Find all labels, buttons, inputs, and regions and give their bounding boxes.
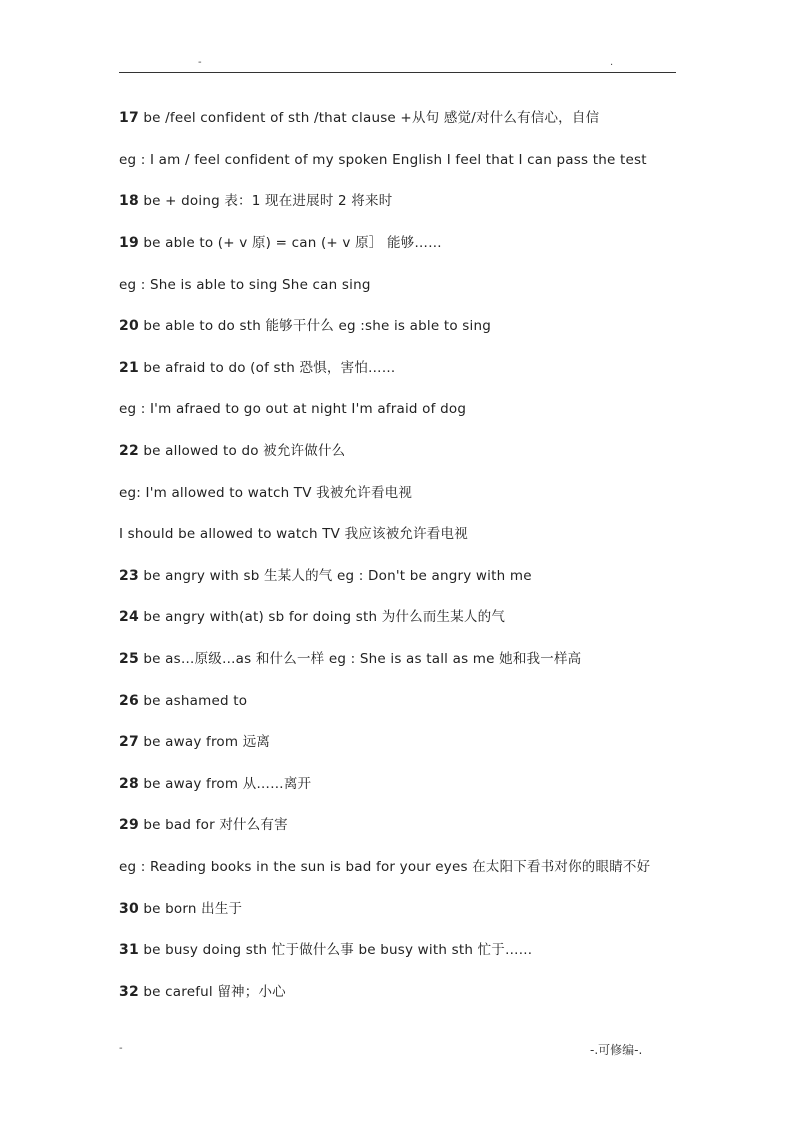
- entry-number: 27: [119, 734, 139, 750]
- entry-26: [119, 692, 247, 710]
- entry-number: 30: [119, 901, 139, 917]
- entry-number: 24: [119, 609, 139, 625]
- entry-18: [119, 192, 392, 210]
- entry-text: be + doing 表：1 现在进展时 2 将来时: [143, 193, 393, 209]
- entry-number: 18: [119, 193, 139, 209]
- entry-text: be allowed to do 被允许做什么: [143, 443, 346, 459]
- example-21: [119, 400, 466, 418]
- entry-17: [119, 109, 599, 127]
- entry-text: eg : I am / feel confident of my spoken English I feel that I can pass the test: [119, 152, 647, 168]
- example-22b: [119, 525, 468, 543]
- entry-21: [119, 359, 395, 377]
- entry-text: be ashamed to: [143, 693, 248, 709]
- entry-text: be able to do sth 能够干什么 eg :she is able to sing: [143, 318, 491, 334]
- entry-25: [119, 650, 581, 668]
- entry-31: [119, 941, 532, 959]
- entry-30: [119, 900, 242, 918]
- entry-19: [119, 234, 442, 252]
- entry-32: [119, 983, 286, 1001]
- entry-text: be born 出生于: [143, 901, 243, 917]
- entry-number: 32: [119, 984, 139, 1000]
- entry-text: be bad for 对什么有害: [143, 817, 288, 833]
- entry-22: [119, 442, 345, 460]
- entry-text: be as…原级…as 和什么一样 eg : She is as tall as me 她和我一样高: [143, 651, 582, 667]
- example-29: [119, 858, 650, 876]
- entry-number: 28: [119, 776, 139, 792]
- entry-text: be away from 从……离开: [143, 776, 312, 792]
- entry-text: be afraid to do (of sth 恐惧，害怕……: [143, 360, 396, 376]
- entry-text: be able to (+ v 原) = can (+ v 原］ 能够……: [143, 235, 442, 251]
- entry-text: eg : I'm afraed to go out at night I'm afraid of dog: [119, 401, 467, 417]
- header-right-mark: .: [610, 57, 614, 68]
- entry-number: 31: [119, 942, 139, 958]
- entry-number: 23: [119, 568, 139, 584]
- entry-text: eg: I'm allowed to watch TV 我被允许看电视: [119, 485, 413, 501]
- entry-text: be away from 远离: [143, 734, 271, 750]
- entry-28: [119, 775, 311, 793]
- entry-text: be careful 留神；小心: [143, 984, 286, 1000]
- entry-number: 20: [119, 318, 139, 334]
- entry-number: 26: [119, 693, 139, 709]
- entry-number: 25: [119, 651, 139, 667]
- entry-text: be angry with(at) sb for doing sth 为什么而生某人的气: [143, 609, 506, 625]
- page-header: [119, 58, 676, 73]
- entry-number: 29: [119, 817, 139, 833]
- entry-number: 22: [119, 443, 139, 459]
- entry-number: 21: [119, 360, 139, 376]
- entry-text: eg : Reading books in the sun is bad for your eyes 在太阳下看书对你的眼睛不好: [119, 859, 651, 875]
- example-19: [119, 276, 371, 294]
- entry-text: eg : She is able to sing She can sing: [119, 277, 371, 293]
- entry-text: be /feel confident of sth /that clause +从句 感觉/对什么有信心，自信: [143, 110, 600, 126]
- entry-20: [119, 317, 491, 335]
- example-17: [119, 151, 647, 169]
- entry-29: [119, 816, 288, 834]
- header-left-mark: -: [198, 57, 202, 68]
- entry-text: be busy doing sth 忙于做什么事 be busy with sth 忙于……: [143, 942, 533, 958]
- entry-number: 17: [119, 110, 139, 126]
- entry-text: be angry with sb 生某人的气 eg : Don't be angry with me: [143, 568, 532, 584]
- example-22a: [119, 484, 412, 502]
- entry-23: [119, 567, 532, 585]
- entry-27: [119, 733, 270, 751]
- footer-left-mark: -: [119, 1043, 123, 1054]
- entry-text: I should be allowed to watch TV 我应该被允许看电视: [119, 526, 468, 542]
- footer-editable-note: -.可修编-.: [590, 1043, 643, 1057]
- entry-number: 19: [119, 235, 139, 251]
- entry-24: [119, 608, 505, 626]
